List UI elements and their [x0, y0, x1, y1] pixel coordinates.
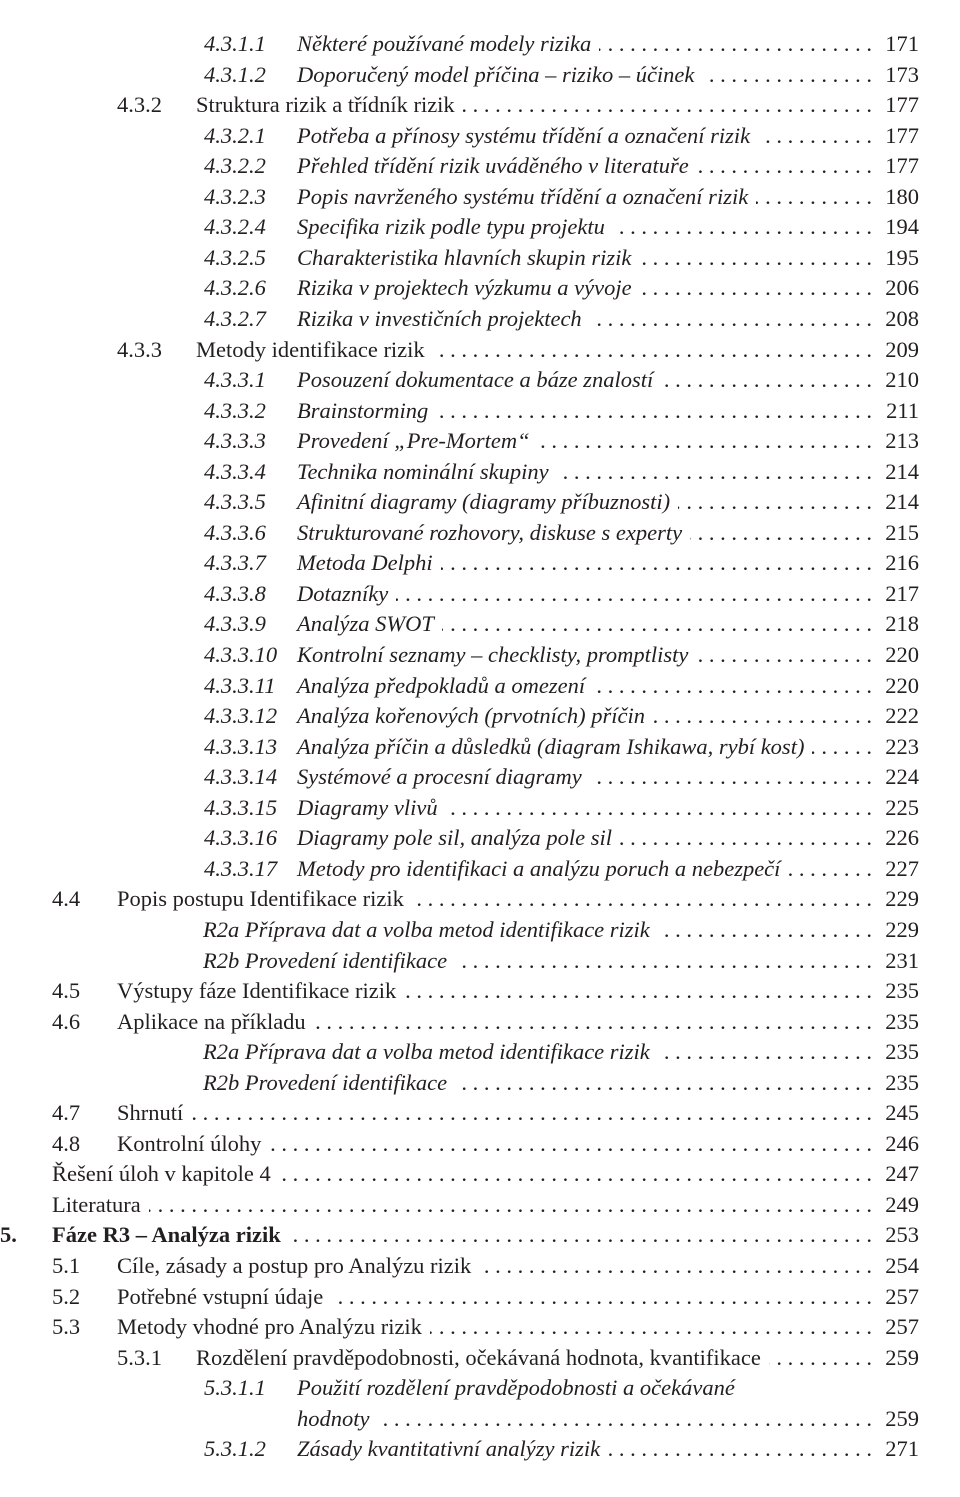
toc-entry-number: 4.3.2.6	[204, 275, 266, 301]
dot-leader	[661, 365, 872, 395]
toc-entry-page: 214	[885, 458, 919, 484]
toc-entry-title: Metody pro identifikaci a analýzu poruch a nebezpečí	[297, 855, 781, 881]
toc-entry-page: 222	[885, 703, 919, 729]
toc-entry-number: 4.6	[52, 1008, 81, 1034]
toc-entry-title: Cíle, zásady a postup pro Analýzu rizik	[117, 1253, 472, 1278]
toc-entry-page: 194	[885, 214, 919, 240]
toc-entry-title: Struktura rizik a třídník rizik	[196, 92, 455, 118]
toc-entry[interactable]	[0, 60, 960, 90]
toc-entry-page: 220	[885, 642, 919, 667]
toc-entry-number: 4.3.3.8	[204, 580, 266, 606]
toc-entry-number: 4.3.1.2	[204, 61, 266, 87]
toc-entry-page: 223	[885, 733, 919, 759]
toc-entry-number: 4.3.1.1	[204, 31, 266, 56]
toc-entry-number: 4.3.3.16	[204, 825, 278, 851]
toc-entry[interactable]	[0, 273, 960, 303]
dot-leader	[149, 1190, 872, 1220]
toc-entry[interactable]	[0, 946, 960, 976]
toc-entry[interactable]	[0, 426, 960, 456]
toc-entry-title: Analýza předpokladů a omezení	[297, 672, 586, 698]
toc-entry-title: Brainstorming	[297, 397, 429, 423]
toc-entry-number: 4.3.3.10	[204, 642, 278, 667]
toc-entry-title: Zásady kvantitativní analýzy rizik	[297, 1436, 601, 1462]
dot-leader	[593, 671, 872, 701]
dot-leader	[538, 426, 872, 456]
toc-entry-title: Potřeba a přínosy systému třídění a označení rizik	[297, 122, 751, 148]
toc-entry[interactable]	[0, 1282, 960, 1312]
toc-entry[interactable]	[0, 121, 960, 151]
toc-entry[interactable]	[0, 915, 960, 945]
toc-entry-title: Metody identifikace rizik	[196, 336, 425, 362]
toc-entry-page: 226	[885, 825, 919, 851]
toc-entry-title: Metoda Delphi	[297, 550, 433, 576]
toc-entry[interactable]	[0, 487, 960, 517]
dot-leader	[653, 701, 872, 731]
toc-entry[interactable]	[0, 1343, 960, 1373]
toc-entry-page: 171	[885, 31, 919, 56]
toc-entry-title: R2b Provedení identifikace	[203, 1069, 448, 1095]
toc-entry[interactable]	[0, 151, 960, 181]
toc-entry-title: Literatura	[52, 1191, 141, 1217]
toc-entry-number: 5.3.1.1	[204, 1375, 266, 1401]
toc-entry[interactable]	[0, 1007, 960, 1037]
toc-entry-page: 206	[885, 275, 919, 301]
dot-leader	[769, 1343, 872, 1373]
dot-leader	[697, 151, 872, 181]
dot-leader	[658, 915, 872, 945]
toc-entry-page: 235	[885, 978, 919, 1004]
toc-entry-number: 4.3.2.7	[204, 305, 266, 331]
toc-entry-page: 227	[885, 855, 919, 881]
toc-entry-page: 211	[886, 397, 919, 423]
dot-leader	[479, 1251, 872, 1281]
toc-entry-page: 195	[885, 244, 919, 270]
toc-entry-page: 231	[885, 947, 919, 973]
toc-entry-number: 5.1	[52, 1253, 81, 1278]
dot-leader	[678, 487, 872, 517]
toc-entry[interactable]	[0, 609, 960, 639]
toc-entry[interactable]	[0, 243, 960, 273]
toc-entry-page: 209	[885, 336, 919, 362]
toc-entry-title: Provedení „Pre-Mortem“	[297, 428, 530, 454]
toc-entry-page: 217	[885, 580, 919, 606]
toc-entry-number: 4.3.2.3	[204, 183, 266, 209]
toc-entry-title: Rizika v investičních projektech	[297, 305, 582, 331]
toc-entry-title: Specifika rizik podle typu projektu	[297, 214, 605, 240]
toc-entry-title: R2a Příprava dat a volba metod identifikace rizik	[203, 916, 650, 942]
toc-entry[interactable]	[0, 823, 960, 853]
toc-entry[interactable]	[0, 1251, 960, 1281]
toc-entry[interactable]	[0, 1373, 960, 1403]
toc-entry-number: 4.3.3.7	[204, 550, 266, 576]
toc-entry[interactable]	[0, 365, 960, 395]
dot-leader	[590, 304, 872, 334]
toc-entry-page: 215	[885, 519, 919, 545]
dot-leader	[314, 1007, 872, 1037]
toc-entry-page: 247	[885, 1161, 919, 1187]
toc-entry-page: 229	[885, 886, 919, 912]
dot-leader	[441, 548, 872, 578]
toc-entry[interactable]	[0, 732, 960, 762]
toc-entry-title: Popis postupu Identifikace rizik	[117, 886, 404, 912]
toc-entry-page: 177	[885, 153, 919, 179]
toc-entry-title: Rozdělení pravděpodobnosti, očekávaná hodnota, kvantifikace	[196, 1344, 761, 1370]
toc-entry-title: Dotazníky	[297, 580, 389, 606]
toc-entry-number: 5.3.1	[117, 1344, 162, 1370]
toc-entry[interactable]	[0, 854, 960, 884]
toc-entry-number: 4.3.2.1	[204, 122, 266, 148]
toc-entry-title: Aplikace na příkladu	[117, 1008, 306, 1034]
toc-entry-page: 216	[885, 550, 919, 576]
toc-entry-title: Diagramy vlivů	[297, 794, 438, 820]
toc-entry-page: 208	[885, 305, 919, 331]
toc-entry-page: 177	[885, 122, 919, 148]
toc-entry-title: Výstupy fáze Identifikace rizik	[117, 978, 397, 1004]
dot-leader	[702, 60, 872, 90]
dot-leader	[455, 946, 872, 976]
dot-leader	[696, 640, 872, 670]
toc-entry-page: 173	[885, 61, 919, 87]
dot-leader	[812, 732, 872, 762]
toc-entry-number: 4.3.2.4	[204, 214, 266, 240]
toc-entry-page: 213	[885, 428, 919, 454]
toc-entry[interactable]	[0, 884, 960, 914]
dot-leader	[463, 90, 872, 120]
toc-entry[interactable]	[0, 396, 960, 426]
toc-entry-page: 220	[885, 672, 919, 698]
toc-entry[interactable]	[0, 701, 960, 731]
dot-leader	[430, 1312, 872, 1342]
dot-leader	[608, 1434, 872, 1464]
toc-entry-title: Diagramy pole sil, analýza pole sil	[297, 825, 612, 851]
toc-entry-page: 245	[885, 1100, 919, 1126]
toc-entry-title: Fáze R3 – Analýza rizik	[52, 1222, 281, 1248]
toc-entry-page: 249	[885, 1191, 919, 1217]
dot-leader	[378, 1404, 873, 1434]
toc-entry-page: 259	[885, 1405, 919, 1431]
toc-entry-number: 4.7	[52, 1100, 81, 1126]
toc-entry-number: 4.3.3.4	[204, 458, 266, 484]
toc-entry-number: 4.4	[52, 886, 81, 912]
toc-entry[interactable]	[0, 1190, 960, 1220]
toc-entry-number: 4.3.2.2	[204, 153, 266, 179]
toc-entry-title: hodnoty	[297, 1405, 370, 1431]
toc-entry-title: Kontrolní úlohy	[117, 1130, 262, 1156]
toc-entry-number: 4.3.3.9	[204, 611, 266, 637]
toc-entry-page: 257	[885, 1283, 919, 1309]
toc-entry-title: Použití rozdělení pravděpodobnosti a očekávané	[297, 1375, 735, 1401]
dot-leader	[690, 518, 872, 548]
dot-leader	[455, 1068, 872, 1098]
toc-entry-title: Charakteristika hlavních skupin rizik	[297, 244, 632, 270]
toc-entry-number: 4.3.3.14	[204, 764, 278, 790]
toc-entry[interactable]	[0, 671, 960, 701]
toc-entry-title: Některé používané modely rizika	[297, 31, 592, 56]
toc-entry-page: 218	[885, 611, 919, 637]
dot-leader	[658, 1037, 872, 1067]
toc-entry[interactable]	[0, 1220, 960, 1250]
toc-entry-title: Systémové a procesní diagramy	[297, 764, 582, 790]
toc-entry[interactable]	[0, 182, 960, 212]
toc-entry-title: R2a Příprava dat a volba metod identifikace rizik	[203, 1039, 650, 1065]
toc-entry-title: Posouzení dokumentace a báze znalostí	[297, 367, 654, 393]
toc-entry[interactable]	[0, 1068, 960, 1098]
toc-entry[interactable]	[0, 1312, 960, 1342]
toc-entry-number: 4.3.3.3	[204, 428, 266, 454]
toc-entry-number: 5.	[0, 1222, 17, 1248]
toc-entry-title: Potřebné vstupní údaje	[117, 1283, 324, 1309]
toc-entry-number: 4.3.2	[117, 92, 162, 118]
toc-entry-page: 177	[885, 92, 919, 118]
toc-entry[interactable]	[0, 1129, 960, 1159]
toc-entry-title: Afinitní diagramy (diagramy příbuznosti)	[297, 489, 671, 515]
toc-entry[interactable]	[0, 548, 960, 578]
toc-entry[interactable]	[0, 335, 960, 365]
dot-leader	[442, 609, 872, 639]
dot-leader	[557, 457, 872, 487]
toc-entry-number: 4.3.3	[117, 336, 162, 362]
toc-entry-page: 235	[885, 1008, 919, 1034]
toc-entry-number: 4.3.2.5	[204, 244, 266, 270]
toc-entry[interactable]	[0, 762, 960, 792]
dot-leader	[331, 1282, 872, 1312]
toc-entry-title: Doporučený model příčina – riziko – účinek	[297, 61, 695, 87]
dot-leader	[446, 793, 872, 823]
toc-entry-page: 253	[885, 1222, 919, 1248]
dot-leader	[436, 396, 872, 426]
toc-entry-number: 4.3.3.5	[204, 489, 266, 515]
toc-entry-number: 4.3.3.17	[204, 855, 278, 881]
toc-entry[interactable]	[0, 90, 960, 120]
toc-entry-title: Metody vhodné pro Analýzu rizik	[117, 1314, 422, 1340]
toc-entry-title: Technika nominální skupiny	[297, 458, 549, 484]
toc-entry-page: 246	[885, 1130, 919, 1156]
toc-entry-number: 4.3.3.1	[204, 367, 266, 393]
toc-entry-page: 259	[885, 1344, 919, 1370]
toc-entry[interactable]	[0, 304, 960, 334]
toc-entry-number: 5.3	[52, 1314, 81, 1340]
toc-entry-page: 235	[885, 1039, 919, 1065]
toc-entry-title: Shrnutí	[117, 1100, 184, 1126]
toc-entry[interactable]	[0, 579, 960, 609]
toc-entry-page: 257	[885, 1314, 919, 1340]
toc-entry[interactable]	[0, 1037, 960, 1067]
toc-entry[interactable]	[0, 793, 960, 823]
toc-entry-title: Analýza SWOT	[297, 611, 434, 637]
dot-leader	[758, 121, 872, 151]
toc-entry[interactable]	[0, 1098, 960, 1128]
toc-entry-number: 4.3.3.11	[204, 672, 276, 698]
dot-leader	[613, 212, 872, 242]
dot-leader	[639, 243, 872, 273]
dot-leader	[289, 1220, 872, 1250]
toc-entry-number: 4.3.3.2	[204, 397, 266, 423]
dot-leader	[191, 1098, 872, 1128]
dot-leader	[412, 884, 872, 914]
toc-entry-page: 254	[885, 1253, 919, 1278]
toc-entry[interactable]	[0, 976, 960, 1006]
toc-entry-page: 235	[885, 1069, 919, 1095]
toc-entry-page: 214	[885, 489, 919, 515]
dot-leader	[433, 335, 872, 365]
toc-entry[interactable]	[0, 29, 960, 59]
toc-entry-page: 210	[885, 367, 919, 393]
toc-entry-title: Strukturované rozhovory, diskuse s experty	[297, 519, 683, 545]
toc-entry-number: 4.3.3.13	[204, 733, 278, 759]
toc-entry[interactable]	[0, 640, 960, 670]
dot-leader	[590, 762, 872, 792]
dot-leader	[396, 579, 872, 609]
toc-entry-title: Analýza kořenových (prvotních) příčin	[297, 703, 646, 729]
toc-entry[interactable]	[0, 518, 960, 548]
toc-entry-number: 4.3.3.15	[204, 794, 278, 820]
toc-entry-page: 224	[885, 764, 919, 790]
toc-entry-title: Řešení úloh v kapitole 4	[52, 1161, 271, 1187]
dot-leader	[620, 823, 872, 853]
toc-entry-title: Rizika v projektech výzkumu a vývoje	[297, 275, 632, 301]
toc-entry-title: R2b Provedení identifikace	[203, 947, 448, 973]
toc-entry-number: 4.5	[52, 978, 81, 1004]
toc-entry-title: Kontrolní seznamy – checklisty, promptlisty	[297, 642, 689, 667]
toc-entry-title: Přehled třídění rizik uváděného v literatuře	[297, 153, 689, 179]
toc-entry[interactable]	[0, 1159, 960, 1189]
toc-entry-number: 5.3.1.2	[204, 1436, 266, 1462]
dot-leader	[756, 182, 872, 212]
toc-entry-number: 4.3.3.12	[204, 703, 278, 729]
toc-entry[interactable]	[0, 1404, 960, 1434]
dot-leader	[404, 976, 872, 1006]
dot-leader	[269, 1129, 872, 1159]
toc-entry-page: 271	[885, 1436, 919, 1462]
dot-leader	[599, 29, 872, 59]
dot-leader	[640, 273, 872, 303]
toc-entry-number: 5.2	[52, 1283, 81, 1309]
toc-entry-page: 225	[885, 794, 919, 820]
dot-leader	[279, 1159, 872, 1189]
toc-entry-number: 4.8	[52, 1130, 81, 1156]
toc-entry[interactable]	[0, 212, 960, 242]
toc-entry-page: 180	[885, 183, 919, 209]
toc-entry-number: 4.3.3.6	[204, 519, 266, 545]
toc-entry-title: Analýza příčin a důsledků (diagram Ishikawa, rybí kost)	[297, 733, 805, 759]
toc-entry[interactable]	[0, 1434, 960, 1464]
dot-leader	[788, 854, 872, 884]
toc-entry-title: Popis navrženého systému třídění a označení rizik	[297, 183, 749, 209]
toc-entry[interactable]	[0, 457, 960, 487]
toc-entry-page: 229	[885, 916, 919, 942]
